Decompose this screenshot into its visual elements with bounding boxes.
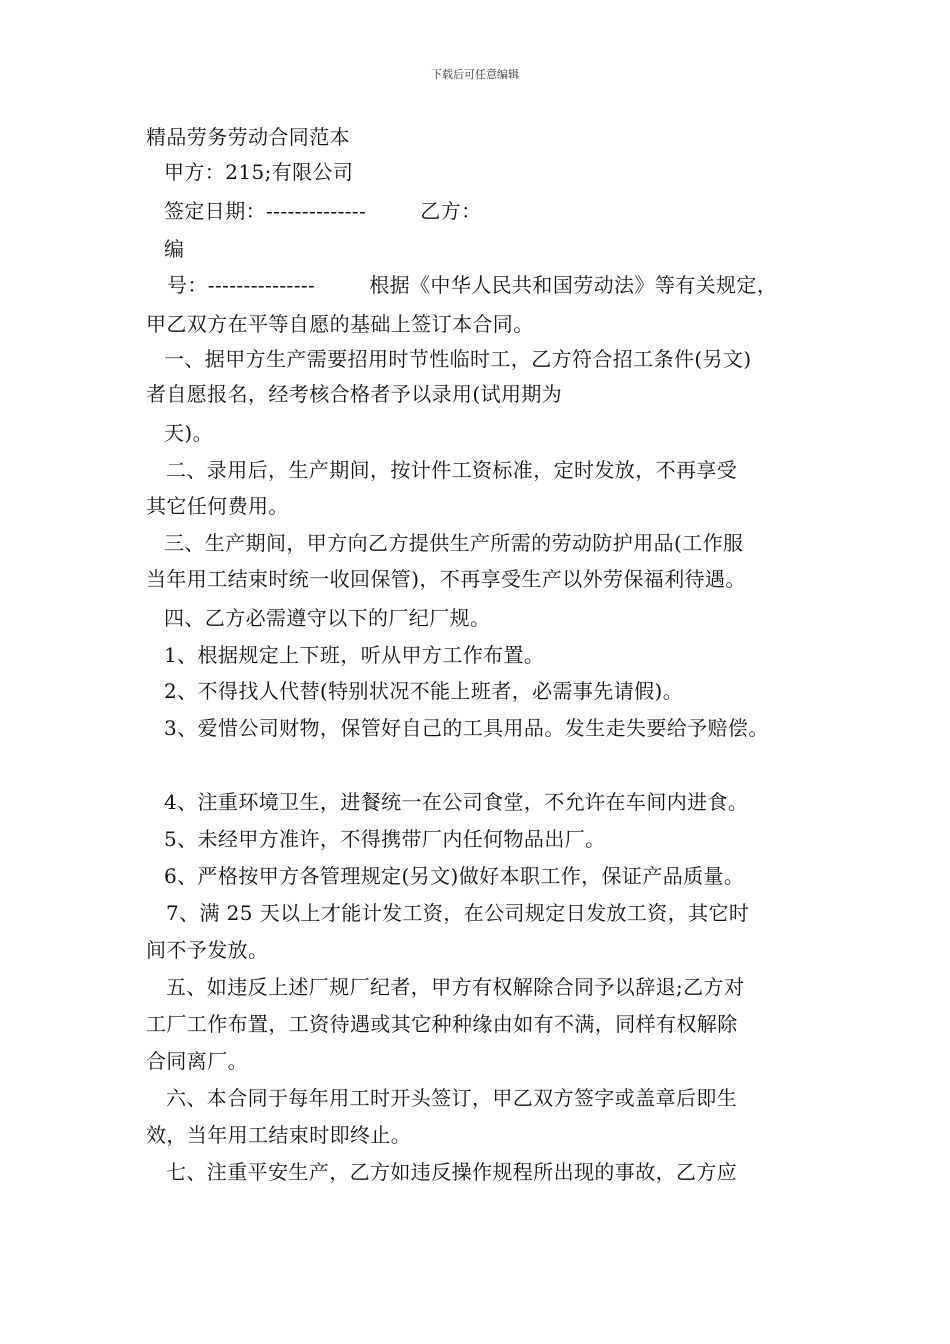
number-label-line: 编 [164,237,185,261]
paragraph-line: 一、据甲方生产需要招用时节性临时工，乙方符合招工条件(另文) [164,347,752,371]
paragraph-line: 五、如违反上述厂规厂纪者，甲方有权解除合同予以辞退;乙方对 [166,975,745,999]
paragraph-line: 七、注重平安生产，乙方如违反操作规程所出现的事故，乙方应 [166,1160,738,1184]
rule-item: 2、不得找人代替(特别状况不能上班者，必需事先请假)。 [164,679,684,703]
paragraph-line: 者自愿报名，经考核合格者予以录用(试用期为 [146,382,563,406]
rule-item: 3、爱惜公司财物，保管好自己的工具用品。发生走失要给予赔偿。 [164,716,769,740]
paragraph-line: 效，当年用工结束时即终止。 [146,1123,412,1147]
rule-item: 4、注重环境卫生，进餐统一在公司食堂，不允许在车间内进食。 [164,790,749,814]
rule-item: 6、严格按甲方各管理规定(另文)做好本职工作，保证产品质量。 [164,864,745,888]
paragraph-line: 间不予发放。 [146,938,269,962]
paragraph-line: 四、乙方必需遵守以下的厂纪厂规。 [164,606,491,630]
rule-item: 7、满 25 天以上才能计发工资，在公司规定日发放工资，其它时 [166,901,750,925]
rule-item: 1、根据规定上下班，听从甲方工作布置。 [164,643,545,667]
party-a-line: 甲方：215;有限公司 [164,160,354,184]
sign-date-line: 签定日期：-------------- 乙方： [164,199,482,223]
paragraph-line: 二、录用后，生产期间，按计件工资标准，定时发放，不再享受 [166,458,738,482]
page-header: 下载后可任意编辑 [431,68,519,81]
paragraph-line: 六、本合同于每年用工时开头签订，甲乙双方签字或盖章后即生 [166,1086,738,1110]
rule-item: 5、未经甲方准许，不得携带厂内任何物品出厂。 [164,827,606,851]
document-title: 精品劳务劳动合同范本 [146,125,350,149]
paragraph-line: 天)。 [164,421,214,445]
paragraph-line: 甲乙双方在平等自愿的基础上签订本合同。 [146,312,534,336]
paragraph-line: 三、生产期间，甲方向乙方提供生产所需的劳动防护用品(工作服 [164,531,744,555]
paragraph-line: 工厂工作布置，工资待遇或其它种种缘由如有不满，同样有权解除 [146,1012,738,1036]
paragraph-line: 其它任何费用。 [146,494,289,518]
paragraph-line: 当年用工结束时统一收回保管)，不再享受生产以外劳保福利待遇。 [146,567,746,591]
paragraph-line: 合同离厂。 [146,1049,248,1073]
number-line: 号：--------------- 根据《中华人民共和国劳动法》等有关规定， [167,273,778,297]
